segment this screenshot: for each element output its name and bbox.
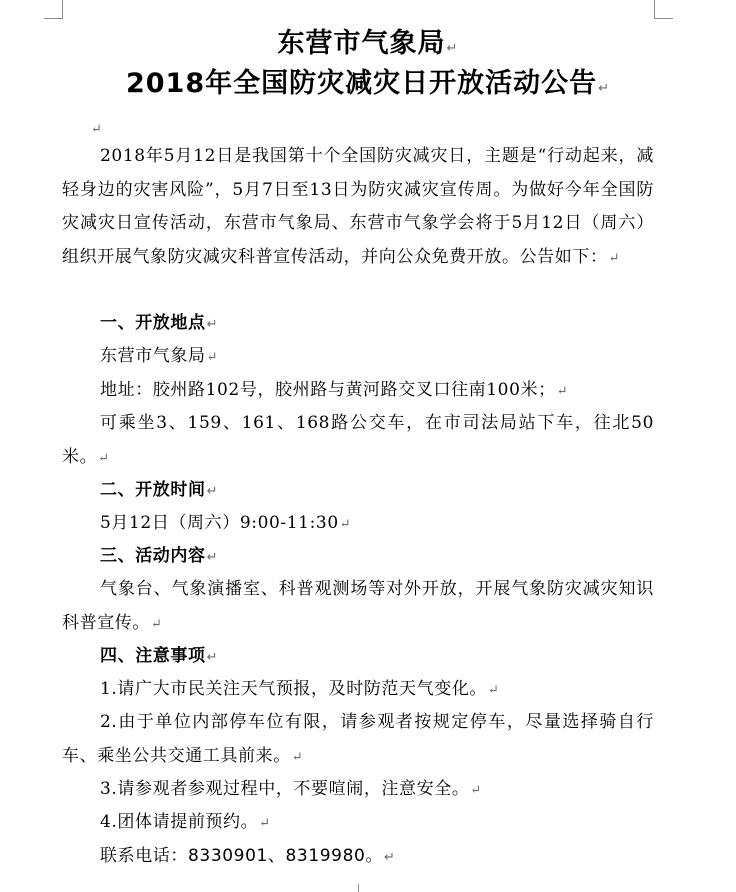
location-address: [62, 374, 654, 409]
section-heading-text: 三、活动内容: [100, 546, 206, 566]
crop-mark-bottom-vertical: [358, 884, 359, 892]
section-heading-activities: [62, 540, 654, 575]
paragraph-mark-icon: ↵: [488, 683, 500, 698]
paragraph-mark-icon: ↵: [206, 650, 219, 665]
paragraph-mark-icon: ↵: [446, 41, 459, 56]
title-text-2: 2018年全国防灾减灾日开放活动公告: [125, 68, 598, 99]
intro-text: 2018年5月12日是我国第十个全国防灾减灾日，主题是“行动起来，减轻身边的灾害风险”，5月7日至13日为防灾减灾宣传周。为做好今年全国防灾减灾日宣传活动，东营市气象局、东营市气象学会将于5月12日（周六）组织开展气象防灾减灾科普宣传活动，并向公众免费开放。公告如下：: [62, 146, 654, 267]
activities-content-text: 气象台、气象演播室、科普观测场等对外开放，开展气象防灾减灾知识科普宣传。: [62, 579, 654, 633]
paragraph-mark-icon: ↵: [206, 350, 219, 365]
crop-mark-top-right-horizontal: [654, 18, 673, 19]
paragraph-mark-icon: ↵: [91, 122, 103, 137]
note-item: [62, 673, 654, 708]
paragraph-mark-icon: ↵: [598, 81, 611, 96]
paragraph-mark-icon: ↵: [608, 250, 621, 266]
section-heading-text: 一、开放地点: [100, 313, 206, 333]
paragraph-mark-icon: ↵: [151, 616, 163, 632]
paragraph-mark-icon: ↵: [206, 484, 219, 499]
document-title-line1: [0, 26, 736, 67]
location-name: [62, 340, 654, 375]
open-time: [62, 507, 654, 542]
note-text: 3.请参观者参观过程中，不要喧闹，注意安全。: [100, 779, 470, 799]
paragraph-mark-icon: ↵: [259, 816, 271, 831]
location-name-text: 东营市气象局: [100, 346, 206, 366]
note-item: [62, 806, 654, 841]
location-bus: [62, 407, 654, 475]
note-text: 1.请广大市民关注天气预报，及时防范天气变化。: [100, 679, 488, 699]
section-heading-text: 四、注意事项: [100, 646, 206, 666]
paragraph-mark-icon: ↵: [339, 517, 352, 532]
paragraph-mark-icon: ↵: [556, 384, 569, 399]
paragraph-mark-icon: ↵: [206, 550, 219, 565]
section-heading-location: [62, 307, 654, 342]
section-heading-time: [62, 474, 654, 509]
document-title-line2: [0, 66, 736, 107]
crop-mark-top-left-vertical: [62, 0, 63, 18]
section-heading-text: 二、开放时间: [100, 480, 206, 500]
crop-mark-top-left-horizontal: [44, 18, 63, 19]
intro-paragraph: [62, 140, 654, 275]
note-item: [62, 773, 654, 808]
paragraph-mark-icon: ↵: [206, 317, 219, 332]
activities-content: [62, 573, 654, 641]
contact-line: [62, 840, 654, 875]
note-item: [62, 706, 654, 774]
crop-mark-top-right-vertical: [654, 0, 655, 18]
title-text-1: 东营市气象局: [277, 28, 446, 59]
note-text: 2.由于单位内部停车位有限，请参观者按规定停车，尽量选择骑自行车、乘坐公共交通工具前来。: [62, 712, 654, 766]
open-time-text: 5月12日（周六）9:00-11:30: [100, 513, 339, 533]
paragraph-mark-icon: ↵: [291, 749, 304, 765]
paragraph-mark-icon: ↵: [470, 783, 482, 798]
location-bus-text: 可乘坐3、159、161、168路公交车，在市司法局站下车，往北50米。: [62, 413, 654, 467]
section-heading-notes: [62, 640, 654, 675]
location-address-text: 地址：胶州路102号，胶州路与黄河路交叉口往南100米；: [100, 380, 556, 400]
paragraph-mark-icon: ↵: [98, 450, 110, 466]
contact-text: 联系电话：8330901、8319980。: [100, 846, 384, 866]
paragraph-mark-icon: ↵: [384, 850, 396, 865]
note-text: 4.团体请提前预约。: [100, 812, 259, 832]
